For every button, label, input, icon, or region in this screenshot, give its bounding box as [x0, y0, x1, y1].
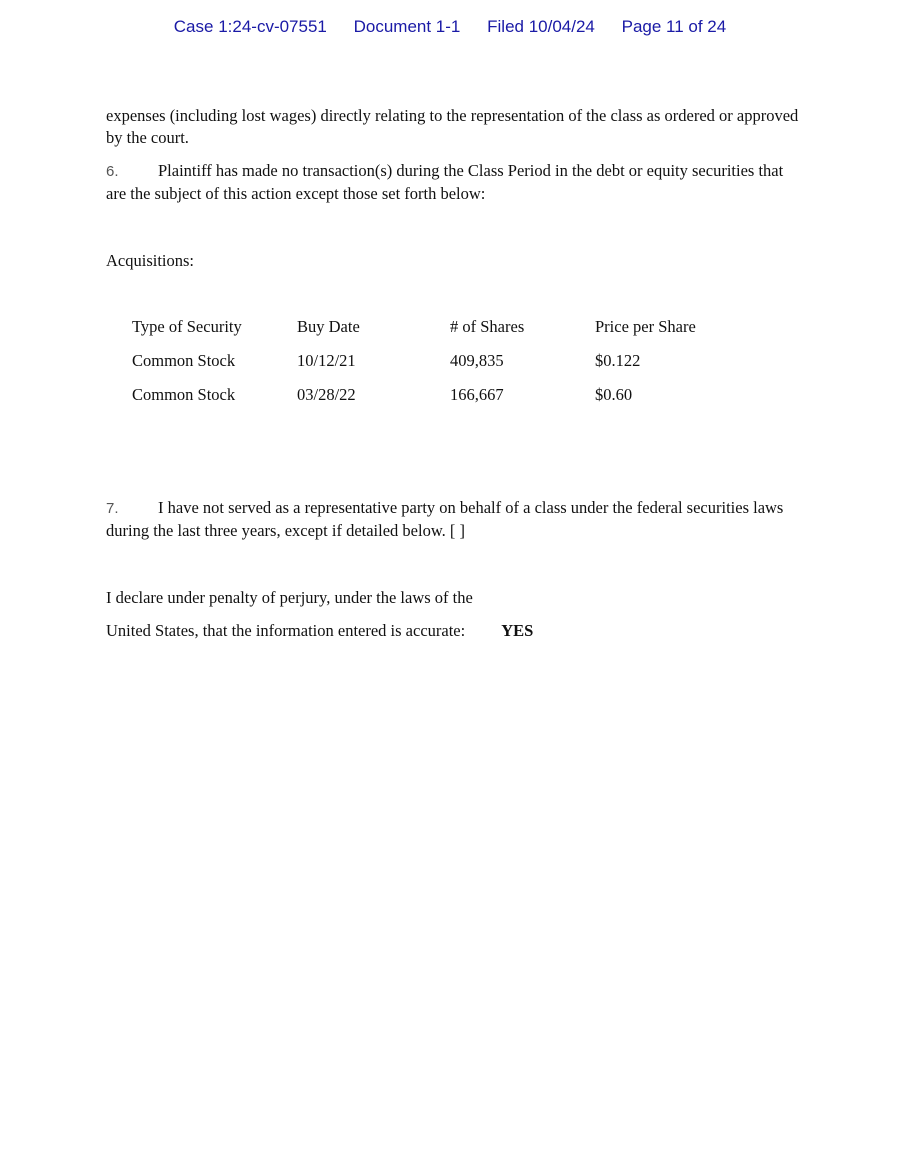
acquisitions-table: [132, 317, 755, 419]
table-cell: Common Stock: [132, 385, 236, 404]
case-number: Case 1:24-cv-07551: [173, 17, 327, 36]
paragraph-6-number: 6.: [106, 163, 119, 180]
document-number: Document 1-1: [353, 17, 461, 36]
paragraph-6: [106, 160, 806, 205]
paragraph-6-text: Plaintiff has made no transaction(s) during the Class Period in the debt or equity securities that are the subject of this action except those set forth below:: [106, 161, 784, 203]
table-cell: 166,667: [450, 385, 504, 404]
table-cell: $0.122: [595, 351, 641, 370]
filed-date: Filed 10/04/24: [487, 17, 595, 36]
paragraph-7-text: I have not served as a representative party on behalf of a class under the federal securities laws during the last three years, except if detailed below. [ ]: [106, 498, 784, 540]
declaration-line-2: [106, 620, 806, 642]
column-header: Buy Date: [297, 317, 360, 336]
table-cell: Common Stock: [132, 351, 236, 370]
declaration-answer: YES: [501, 621, 534, 640]
table-cell: 409,835: [450, 351, 504, 370]
continued-paragraph: expenses (including lost wages) directly relating to the representation of the class as ordered or approved by the court.: [106, 106, 799, 147]
paragraph-7-number: 7.: [106, 500, 119, 517]
table-cell: $0.60: [595, 385, 633, 404]
column-header: # of Shares: [450, 317, 525, 336]
table-row: [132, 385, 755, 419]
document-body: [106, 105, 806, 642]
acquisitions-heading: Acquisitions:: [106, 251, 195, 270]
table-cell: 10/12/21: [297, 351, 356, 370]
declaration-line-1: I declare under penalty of perjury, under the laws of the: [106, 588, 473, 607]
column-header: Price per Share: [595, 317, 696, 336]
table-cell: 03/28/22: [297, 385, 356, 404]
table-header-row: [132, 317, 755, 351]
paragraph-7: [106, 497, 806, 542]
page-number: Page 11 of 24: [621, 17, 727, 36]
declaration-text: United States, that the information entered is accurate:: [106, 621, 466, 640]
case-header: [0, 17, 900, 37]
table-row: [132, 351, 755, 385]
column-header: Type of Security: [132, 317, 242, 336]
